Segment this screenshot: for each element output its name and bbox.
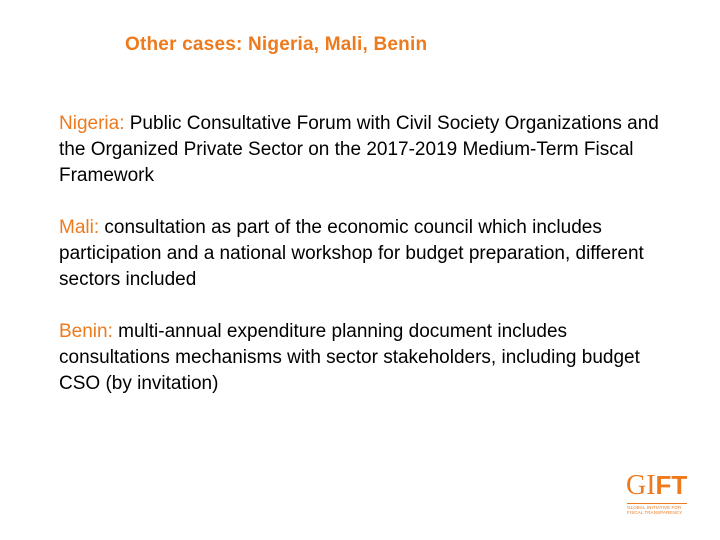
- logo-divider: [627, 503, 687, 504]
- logo-tagline-line2: FISCAL TRANSPARENCY: [627, 510, 683, 515]
- logo-mark-right: FT: [655, 470, 688, 500]
- paragraph-benin: [59, 319, 659, 397]
- paragraph-mali: [59, 215, 659, 293]
- paragraph-nigeria: [59, 111, 659, 189]
- paragraph-text-nigeria: Public Consultative Forum with Civil Society Organizations and the Organized Private Sector on the 2017-2019 Medium-Term Fiscal Framework: [59, 113, 659, 186]
- country-label-nigeria: Nigeria:: [59, 113, 125, 134]
- logo-tagline-line1: GLOBAL INITIATIVE FOR: [627, 505, 682, 510]
- slide-body: [59, 111, 659, 423]
- paragraph-text-benin: multi-annual expenditure planning document includes consultations mechanisms with sector stakeholders, including budget CSO (by invitation): [59, 321, 640, 394]
- slide-title: Other cases: Nigeria, Mali, Benin: [125, 34, 428, 55]
- logo-wordmark: [626, 471, 687, 500]
- gift-logo: [626, 471, 690, 517]
- paragraph-text-mali: consultation as part of the economic council which includes participation and a national workshop for budget preparation, different sectors included: [59, 217, 644, 290]
- country-label-mali: Mali:: [59, 217, 100, 238]
- country-label-benin: Benin:: [59, 321, 113, 342]
- logo-mark-left: GI: [626, 470, 656, 501]
